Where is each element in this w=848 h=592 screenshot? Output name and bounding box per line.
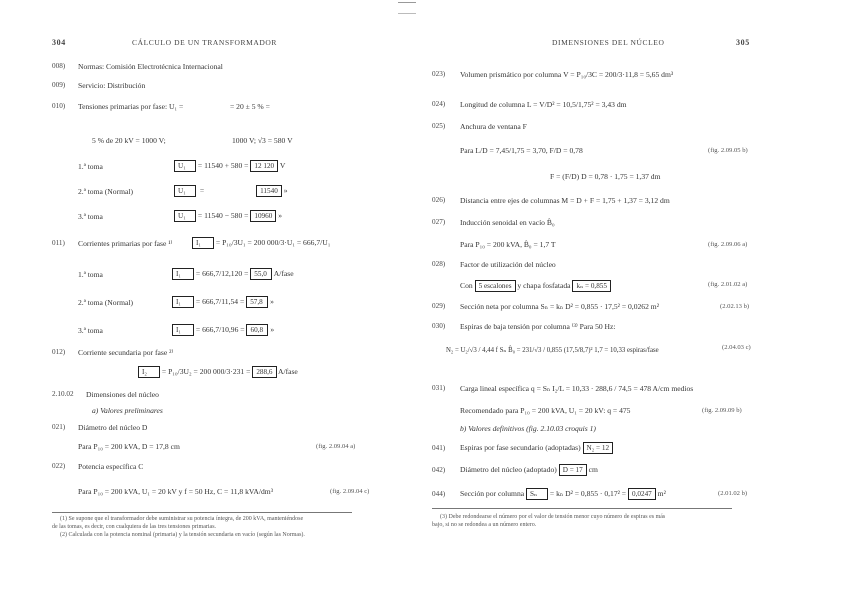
tap-row (174, 210, 282, 222)
unit: » (283, 185, 288, 195)
figure-reference: (2.01.02 b) (718, 490, 748, 497)
equation: = 666,7/10,96 = (195, 324, 245, 334)
left-page (52, 0, 382, 592)
item-text: N₂ = U₂/√3 / 4,44 f Sₙ B̂₀ = 231/√3 / 0,855 (17,5/8,7)² 1,7 = 10,33 espiras/fase (446, 347, 659, 354)
current-row (172, 268, 294, 280)
tap-row (174, 160, 285, 172)
equation: = 11540 − 580 = (197, 210, 249, 220)
item-number: 009) (52, 81, 66, 89)
item-text: 5 % de 20 kV = 1000 V; (92, 136, 166, 145)
figure-reference: (2.02.13 b) (720, 303, 750, 310)
footnote: bajo, si no se redondea a un número entero. (432, 522, 537, 528)
unit: A/fase (277, 366, 298, 376)
item-text: Carga lineal específica q = Sₙ I₂/L = 10,33 · 288,6 / 74,5 = 478 A/cm medios (460, 384, 694, 393)
item-text: 1000 V; √3 = 580 V (232, 136, 293, 145)
item-text: = 20 ± 5 % = (230, 102, 270, 111)
figure-reference: (fig. 2.09.06 a) (708, 241, 748, 248)
tap-label: 2.ª toma (Normal) (78, 187, 134, 196)
figure-reference: (fig. 2.01.02 a) (708, 281, 748, 288)
result-box: D = 17 (559, 464, 587, 476)
formula-box: Sₙ (526, 488, 548, 500)
equation: y chapa fosfatada (517, 280, 571, 290)
subsection-title: a) Valores preliminares (92, 406, 163, 415)
result-box: 55,0 (250, 268, 272, 280)
current-row (172, 324, 274, 336)
equation: = 11540 + 580 = (197, 160, 249, 170)
formula-row (460, 464, 598, 476)
unit: » (270, 296, 274, 306)
unit: » (270, 324, 275, 334)
equation: = kₙ D² = 0,855 · 0,17² = (549, 488, 627, 498)
left-page-number: 304 (52, 38, 66, 47)
equation: = P₁₀/3U₁ = 200 000/3·U₁ = 666,7/U₁ (215, 237, 331, 247)
formula-box: I₁ (172, 324, 194, 336)
equation: Espiras por fase secundario (adoptadas) (460, 442, 581, 452)
current-label: 1.ª toma (78, 270, 103, 279)
item-number: 022) (52, 462, 66, 470)
item-text: Diámetro del núcleo D (78, 423, 148, 432)
equation: = 666,7/12,120 = (195, 268, 249, 278)
footnote: (2) Calculada con la potencia nominal (primaria) y la tensión secundaria en vacío (según las Normas). (60, 532, 305, 538)
right-running-head: DIMENSIONES DEL NÚCLEO (552, 38, 665, 47)
formula-box: U₁ (174, 160, 196, 172)
item-text: Anchura de ventana F (460, 122, 527, 131)
item-number: 021) (52, 423, 66, 431)
footnote: de las tomas, es decir, con cualquiera de las tres tensiones primarias. (52, 524, 217, 530)
item-text: Para P₁₀ = 200 kVA, U₁ = 20 kV y f = 50 Hz, C = 11,8 kVA/dm³ (78, 487, 273, 496)
formula-box: U₁ (174, 185, 196, 197)
item-number: 042) (432, 466, 446, 474)
item-number: 026) (432, 196, 446, 204)
formula-box: U₁ (174, 210, 196, 222)
result-box: 60,8 (246, 324, 268, 336)
equation: Sección por columna (460, 488, 525, 498)
formula-box: I₁ (172, 296, 194, 308)
equation: = (199, 185, 205, 195)
footnote-rule (52, 512, 352, 513)
item-text: Distancia entre ejes de columnas M = D + F = 1,75 + 1,37 = 3,12 dm (460, 196, 670, 205)
item-text: Potencia específica C (78, 462, 144, 471)
figure-reference: (fig. 2.09.04 c) (330, 488, 370, 495)
item-text: Sección neta por columna Sₙ = kₙ D² = 0,855 · 17,5² = 0,0262 m² (460, 302, 659, 311)
item-number: 008) (52, 62, 66, 70)
item-text: Tensiones primarias por fase: U₁ = (78, 102, 184, 111)
right-page-number: 305 (736, 38, 750, 47)
item-text: F = (F/D) D = 0,78 · 1,75 = 1,37 dm (550, 172, 661, 181)
item-number: 010) (52, 102, 66, 110)
section-number: 2.10.02 (52, 390, 74, 398)
formula-row (192, 237, 330, 249)
result-box: 5 escalones (475, 280, 516, 292)
current-label: 2.ª toma (Normal) (78, 298, 134, 307)
item-number: 012) (52, 348, 66, 356)
figure-reference: (fig. 2.09.05 b) (708, 147, 748, 154)
figure-reference: (fig. 2.09.04 a) (316, 443, 356, 450)
result-box: 288,6 (252, 366, 276, 378)
unit: V (279, 160, 286, 170)
unit: cm (588, 464, 598, 474)
current-label: 3.ª toma (78, 326, 103, 335)
item-number: 024) (432, 100, 446, 108)
item-text: Longitud de columna L = V/D² = 10,5/1,75² = 3,43 dm (460, 100, 627, 109)
item-text: Normas: Comisión Electrotécnica Internacional (78, 62, 223, 71)
formula-row (460, 442, 613, 454)
formula-row (138, 366, 298, 378)
section-title: Dimensiones del núcleo (86, 390, 159, 399)
unit: » (278, 210, 283, 220)
item-text: Para P₁₀ = 200 kVA, B̂₀ = 1,7 T (460, 240, 556, 249)
item-text: Para L/D = 7,45/1,75 = 3,70, F/D = 0,78 (460, 146, 583, 155)
item-text: Inducción senoidal en vacío B̂₀ (460, 218, 555, 227)
equation: = P₁₀/3U₂ = 200 000/3·231 = (161, 366, 251, 376)
formula-row (460, 280, 611, 292)
result-box: 0,0247 (628, 488, 656, 500)
formula-box: I₂ (138, 366, 160, 378)
item-text: Corrientes primarias por fase ¹⁾ (78, 239, 173, 248)
equation: Con (460, 280, 473, 290)
item-number: 044) (432, 490, 446, 498)
equation: = 666,7/11,54 = (195, 296, 245, 306)
figure-reference: (2.04.03 c) (722, 344, 751, 351)
footnote-rule (432, 508, 732, 509)
item-text: Espiras de baja tensión por columna ⁽³⁾ Para 50 Hz: (460, 322, 616, 331)
item-number: 027) (432, 218, 446, 226)
left-running-head: CÁLCULO DE UN TRANSFORMADOR (132, 38, 278, 47)
formula-box: I₁ (172, 268, 194, 280)
item-number: 041) (432, 444, 446, 452)
item-text: Factor de utilización del núcleo (460, 260, 556, 269)
tap-row (174, 185, 288, 197)
item-number: 029) (432, 302, 446, 310)
unit: A/fase (273, 268, 294, 278)
result-box: 10960 (250, 210, 276, 222)
item-number: 011) (52, 239, 65, 247)
tap-label: 1.ª toma (78, 162, 103, 171)
equation: Diámetro del núcleo (adoptado) (460, 464, 557, 474)
result-box: kₙ = 0,855 (572, 280, 611, 292)
formula-box: I₁ (192, 237, 214, 249)
item-number: 023) (432, 70, 446, 78)
item-text: Recomendado para P₁₀ = 200 kVA, U₁ = 20 kV: q = 475 (460, 406, 631, 415)
item-number: 031) (432, 384, 446, 392)
figure-reference: (fig. 2.09.09 b) (702, 407, 742, 414)
current-row (172, 296, 274, 308)
item-number: 028) (432, 260, 446, 268)
gutter-mark (398, 2, 416, 14)
item-text: Corriente secundaria por fase ²⁾ (78, 348, 174, 357)
tap-label: 3.ª toma (78, 212, 103, 221)
subsection-title: b) Valores definitivos (fig. 2.10.03 croquis 1) (460, 424, 596, 433)
formula-row (460, 488, 666, 500)
footnote: (3) Debe redondearse el número por el valor de tensión menor cuyo número de espiras es más (440, 514, 666, 520)
result-box: 12 120 (250, 160, 278, 172)
item-number: 030) (432, 322, 446, 330)
item-text: Servicio: Distribución (78, 81, 146, 90)
item-number: 025) (432, 122, 446, 130)
result-box: N₂ = 12 (583, 442, 614, 454)
right-page (432, 0, 772, 592)
footnote: (1) Se supone que el transformador debe suministrar su potencia íntegra, de 200 kVA, manteniéndose (60, 516, 304, 522)
result-box: 57,8 (246, 296, 268, 308)
item-text: Volumen prismático por columna V = P₁₀/3C = 200/3·11,8 = 5,65 dm³ (460, 70, 674, 79)
item-text: Para P₁₀ = 200 kVA, D = 17,8 cm (78, 442, 180, 451)
unit: m² (657, 488, 666, 498)
result-box: 11540 (256, 185, 282, 197)
